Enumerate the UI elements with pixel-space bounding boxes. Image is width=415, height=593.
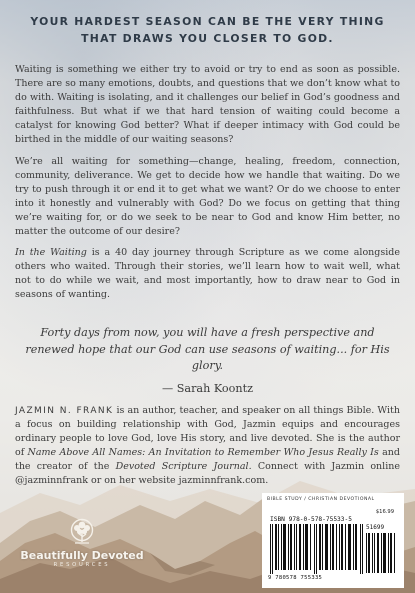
quote-text: Forty days from now, you will have a fresh perspective and renewed hope that our God can use seasons of waiting... for His glory. bbox=[25, 326, 390, 372]
paragraph-3 bbox=[15, 246, 400, 302]
publisher-sub: RESOURCES bbox=[53, 562, 111, 568]
category-label: BIBLE STUDY / CHRISTIAN DEVOTIONAL bbox=[267, 497, 375, 502]
paragraph-1: Waiting is something we either try to avoid or try to end as soon as possible. There are so many emotions, doubts, and questions that we don’t know what to do with. Waiting is isolating, and it challenges our belief in God’s goodness and faithfulness. But what if we that hard tension of waiting could become a catalyst for knowing God better? What if deeper intimacy with God could be birthed in the middle of our waiting seasons? bbox=[15, 64, 400, 146]
headline: YOUR HARDEST SEASON CAN BE THE VERY THING THAT DRAWS YOU CLOSER TO GOD. bbox=[30, 15, 385, 45]
barcode-panel bbox=[262, 493, 404, 588]
publisher-name: Beautifully Devoted bbox=[20, 549, 144, 562]
isbn-barcode bbox=[270, 524, 364, 574]
paragraph-2: We’re all waiting for something—change, healing, freedom, connection, community, deliverance. We get to decide how we handle that waiting. Do we try to push through it or end it to get what we want? Or do we choose to enter into it honestly and vulnerably with God? Do we focus on getting that thing we’re waiting for, or do we seek to be near to God and know Him better, no matter the outcome of our desire? bbox=[15, 155, 400, 238]
price-addon-barcode bbox=[366, 533, 396, 573]
bio-text-3: . Connect with Jazmin online @jazminnfrank or on her website jazminnfrank.com. bbox=[15, 461, 400, 487]
bio-text-2: and the creator of the bbox=[15, 447, 400, 473]
price-addon-digits: 51699 bbox=[366, 524, 385, 531]
endorsement-quote bbox=[22, 325, 393, 397]
publisher-logo bbox=[12, 518, 152, 582]
bio-text-1: is an author, teacher, and speaker on all things Bible. With a focus on building relationship with God, Jazmin equips and encourages ordinary people to love God, love His story, and live devoted. She is the author of bbox=[15, 405, 400, 459]
bio-book-1: Name Above All Names: An Invitation to Remember Who Jesus Really Is bbox=[27, 447, 379, 459]
isbn-label: ISBN 978-0-578-75533-5 bbox=[270, 516, 352, 523]
price-label: $16.99 bbox=[375, 509, 394, 515]
bio-book-2: Devoted Scripture Journal bbox=[115, 461, 249, 473]
author-name: JAZMIN N. FRANK bbox=[15, 406, 114, 416]
book-title: In the Waiting bbox=[15, 247, 87, 259]
tree-icon bbox=[65, 518, 99, 548]
author-bio bbox=[15, 404, 400, 489]
description bbox=[15, 63, 400, 310]
barcode-digits: 9 780578 755335 bbox=[268, 575, 323, 581]
paragraph-3-text: is a 40 day journey through Scripture as we come alongside others who waited. Through their stories, we’ll learn how to wait well, what not to do while we wait, and most importantly, how to draw near to God in seasons of wanting. bbox=[15, 247, 400, 301]
quote-attribution: — Sarah Koontz bbox=[162, 381, 253, 395]
